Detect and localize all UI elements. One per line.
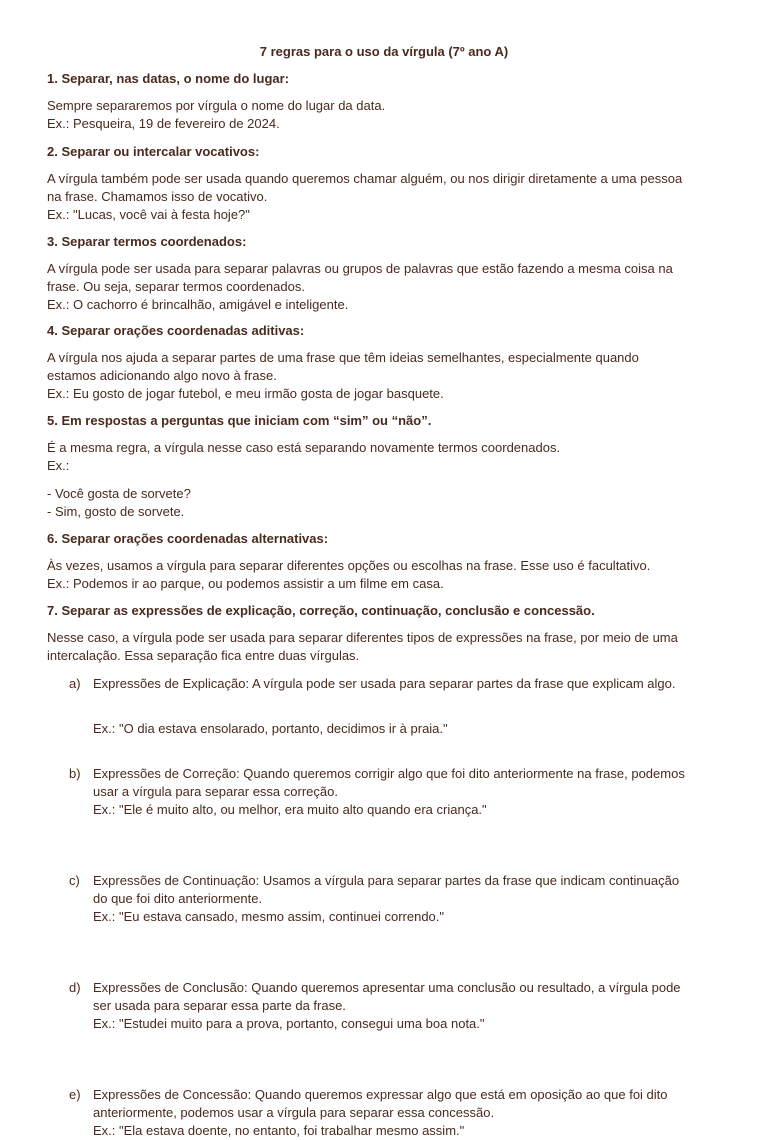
rule-7	[47, 602, 723, 620]
rule-example: Ex.:	[47, 458, 70, 473]
list-item-b	[47, 765, 768, 819]
dialog-line: - Sim, gosto de sorvete.	[47, 504, 185, 519]
rule-5	[47, 412, 723, 430]
list-marker: b)	[69, 766, 81, 781]
rule-example: Ex.: Eu gosto de jogar futebol, e meu irmão gosta de jogar basquete.	[47, 386, 444, 401]
rule-heading: 6. Separar orações coordenadas alternativas:	[47, 531, 329, 546]
rule-text-line: Sempre separaremos por vírgula o nome do lugar da data.	[47, 98, 386, 113]
rule-example: Ex.: O cachorro é brincalhão, amigável e inteligente.	[47, 297, 349, 312]
list-text-line: Expressões de Concessão: Quando queremos expressar algo que está em oposição ao que foi dito	[93, 1087, 668, 1102]
rule-1-body	[47, 97, 723, 133]
list-text-line: Expressões de Continuação: Usamos a vírgula para separar partes da frase que indicam continuação	[93, 873, 680, 888]
list-example: Ex.: "Eu estava cansado, mesmo assim, continuei correndo."	[93, 909, 445, 924]
document-title: 7 regras para o uso da vírgula (7º ano A)	[259, 44, 509, 59]
rule-heading: 2. Separar ou intercalar vocativos:	[47, 144, 260, 159]
dialog-line: - Você gosta de sorvete?	[47, 486, 191, 501]
list-marker: d)	[69, 980, 81, 995]
list-text-line: ser usada para separar essa parte da frase.	[93, 998, 346, 1013]
rule-6	[47, 530, 723, 548]
rule-2	[47, 143, 723, 161]
rule-text-line: A vírgula nos ajuda a separar partes de uma frase que têm ideias semelhantes, especialmente quando	[47, 350, 639, 365]
rule-heading: 7. Separar as expressões de explicação, correção, continuação, conclusão e concessão.	[47, 603, 595, 618]
list-example: Ex.: "Ele é muito alto, ou melhor, era muito alto quando era criança."	[93, 802, 487, 817]
rule-2-body	[47, 170, 723, 224]
list-item-d	[47, 979, 768, 1033]
rule-text-line: na frase. Chamamos isso de vocativo.	[47, 189, 268, 204]
list-marker: c)	[69, 873, 80, 888]
list-text-line: usar a vírgula para separar essa correção.	[93, 784, 338, 799]
rule-4	[47, 322, 723, 340]
list-example: Ex.: "Estudei muito para a prova, portanto, consegui uma boa nota."	[93, 1016, 485, 1031]
rule-6-body	[47, 557, 723, 593]
rule-text-line: A vírgula pode ser usada para separar palavras ou grupos de palavras que estão fazendo a mesma coisa na	[47, 261, 673, 276]
rule-7-body	[47, 629, 723, 665]
rule-text-line: Nesse caso, a vírgula pode ser usada para separar diferentes tipos de expressões na frase, por meio de uma	[47, 630, 678, 645]
rule-example: Ex.: Podemos ir ao parque, ou podemos assistir a um filme em casa.	[47, 576, 444, 591]
list-marker: a)	[69, 676, 81, 691]
rule-heading: 3. Separar termos coordenados:	[47, 234, 247, 249]
rule-example: Ex.: Pesqueira, 19 de fevereiro de 2024.	[47, 116, 280, 131]
rule-5-body	[47, 439, 723, 475]
list-text-line: do que foi dito anteriormente.	[93, 891, 263, 906]
list-item-a	[47, 675, 768, 693]
rule-heading: 4. Separar orações coordenadas aditivas:	[47, 323, 305, 338]
list-example: Ex.: "Ela estava doente, no entanto, foi trabalhar mesmo assim."	[93, 1123, 465, 1138]
list-text-line: Expressões de Explicação: A vírgula pode ser usada para separar partes da frase que explicam algo.	[93, 676, 676, 691]
rule-text-line: É a mesma regra, a vírgula nesse caso está separando novamente termos coordenados.	[47, 440, 561, 455]
rule-text-line: frase. Ou seja, separar termos coordenados.	[47, 279, 305, 294]
rule-4-body	[47, 349, 723, 403]
list-item-a-example	[47, 720, 768, 738]
rule-heading: 5. Em respostas a perguntas que iniciam com “sim” ou “não”.	[47, 413, 432, 428]
rule-3-body	[47, 260, 723, 314]
list-item-e	[47, 1086, 768, 1140]
rule-text-line: A vírgula também pode ser usada quando queremos chamar alguém, ou nos dirigir diretamente a uma pessoa	[47, 171, 683, 186]
list-example: Ex.: "O dia estava ensolarado, portanto, decidimos ir à praia."	[93, 721, 448, 736]
rule-heading: 1. Separar, nas datas, o nome do lugar:	[47, 71, 290, 86]
list-text-line: Expressões de Correção: Quando queremos corrigir algo que foi dito anteriormente na frase, podemos	[93, 766, 685, 781]
list-item-c	[47, 872, 768, 926]
rule-text-line: intercalação. Essa separação fica entre duas vírgulas.	[47, 648, 360, 663]
list-text-line: Expressões de Conclusão: Quando queremos apresentar uma conclusão ou resultado, a vírgula pode	[93, 980, 681, 995]
list-text-line: anteriormente, podemos usar a vírgula para separar essa concessão.	[93, 1105, 495, 1120]
rule-5-dialog	[47, 485, 723, 521]
rule-1	[47, 70, 723, 88]
rule-example: Ex.: "Lucas, você vai à festa hoje?"	[47, 207, 250, 222]
rule-3	[47, 233, 723, 251]
list-marker: e)	[69, 1087, 81, 1102]
rule-text-line: estamos adicionando algo novo à frase.	[47, 368, 277, 383]
rule-text-line: Às vezes, usamos a vírgula para separar diferentes opções ou escolhas na frase. Esse uso é facultativo.	[47, 558, 651, 573]
